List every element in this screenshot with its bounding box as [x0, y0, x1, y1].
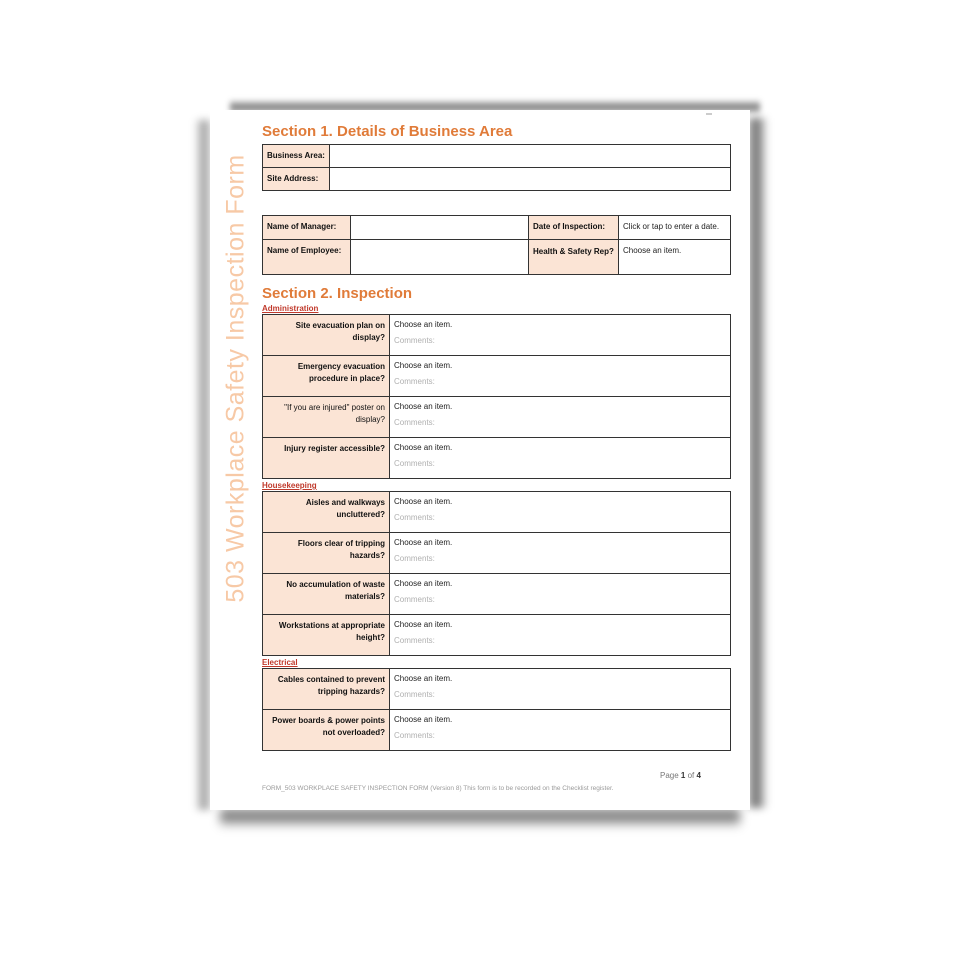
hs-rep-select[interactable]: Choose an item. — [619, 240, 731, 275]
electrical-table — [262, 668, 731, 751]
answer-select[interactable]: Choose an item. — [394, 443, 453, 452]
category-electrical: Electrical — [262, 658, 298, 667]
comments-field[interactable]: Comments: — [394, 418, 435, 427]
answer-select[interactable]: Choose an item. — [394, 402, 453, 411]
manager-field[interactable] — [351, 216, 529, 240]
hs-rep-label: Health & Safety Rep? — [529, 240, 619, 275]
form-content — [262, 122, 732, 751]
business-area-label: Business Area: — [263, 145, 330, 168]
administration-table — [262, 314, 731, 479]
answer-select[interactable]: Choose an item. — [394, 674, 453, 683]
section2-title: Section 2. Inspection — [262, 285, 413, 302]
employee-field[interactable] — [351, 240, 529, 275]
answer-select[interactable]: Choose an item. — [394, 620, 453, 629]
category-administration: Administration — [262, 304, 319, 313]
page-number — [660, 771, 701, 780]
answer-select[interactable]: Choose an item. — [394, 715, 453, 724]
table-row — [263, 710, 731, 751]
page-of: of — [687, 771, 695, 780]
comments-field[interactable]: Comments: — [394, 731, 435, 740]
manager-label: Name of Manager: — [263, 216, 351, 240]
question-label: Emergency evacuation procedure in place? — [263, 356, 390, 397]
housekeeping-table — [262, 491, 731, 656]
question-label: No accumulation of waste materials? — [263, 574, 390, 615]
table-row — [263, 533, 731, 574]
question-label: Floors clear of tripping hazards? — [263, 533, 390, 574]
page-total: 4 — [696, 771, 701, 780]
page-prefix: Page — [660, 771, 679, 780]
corner-mark — [706, 113, 712, 115]
date-field[interactable]: Click or tap to enter a date. — [619, 216, 731, 240]
table-row — [263, 574, 731, 615]
section1-title: Section 1. Details of Business Area — [262, 123, 513, 140]
comments-field[interactable]: Comments: — [394, 336, 435, 345]
side-title — [216, 118, 256, 638]
manager-table — [262, 215, 731, 275]
table-row — [263, 669, 731, 710]
side-title-text: 503 Workplace Safety Inspection Form — [221, 153, 250, 603]
table-row — [263, 492, 731, 533]
table-row — [263, 438, 731, 479]
comments-field[interactable]: Comments: — [394, 554, 435, 563]
answer-select[interactable]: Choose an item. — [394, 538, 453, 547]
comments-field[interactable]: Comments: — [394, 377, 435, 386]
question-label: Power boards & power points not overloaded? — [263, 710, 390, 751]
comments-field[interactable]: Comments: — [394, 636, 435, 645]
table-row — [263, 356, 731, 397]
question-label: "If you are injured" poster on display? — [263, 397, 390, 438]
comments-field[interactable]: Comments: — [394, 459, 435, 468]
site-address-field[interactable] — [330, 168, 731, 191]
question-label: Workstations at appropriate height? — [263, 615, 390, 656]
table-row — [263, 397, 731, 438]
employee-label: Name of Employee: — [263, 240, 351, 275]
business-area-field[interactable] — [330, 145, 731, 168]
site-address-label: Site Address: — [263, 168, 330, 191]
answer-select[interactable]: Choose an item. — [394, 361, 453, 370]
form-footer-note: FORM_503 WORKPLACE SAFETY INSPECTION FORM (Version 8) This form is to be recorded on the Checklist register. — [262, 785, 614, 792]
comments-field[interactable]: Comments: — [394, 513, 435, 522]
business-area-table — [262, 144, 731, 191]
comments-field[interactable]: Comments: — [394, 690, 435, 699]
answer-select[interactable]: Choose an item. — [394, 320, 453, 329]
question-label: Site evacuation plan on display? — [263, 315, 390, 356]
answer-select[interactable]: Choose an item. — [394, 497, 453, 506]
question-label: Cables contained to prevent tripping hazards? — [263, 669, 390, 710]
question-label: Injury register accessible? — [263, 438, 390, 479]
comments-field[interactable]: Comments: — [394, 595, 435, 604]
question-label: Aisles and walkways uncluttered? — [263, 492, 390, 533]
table-row — [263, 615, 731, 656]
table-row — [263, 315, 731, 356]
date-label: Date of Inspection: — [529, 216, 619, 240]
answer-select[interactable]: Choose an item. — [394, 579, 453, 588]
category-housekeeping: Housekeeping — [262, 481, 317, 490]
page-current: 1 — [680, 771, 686, 780]
